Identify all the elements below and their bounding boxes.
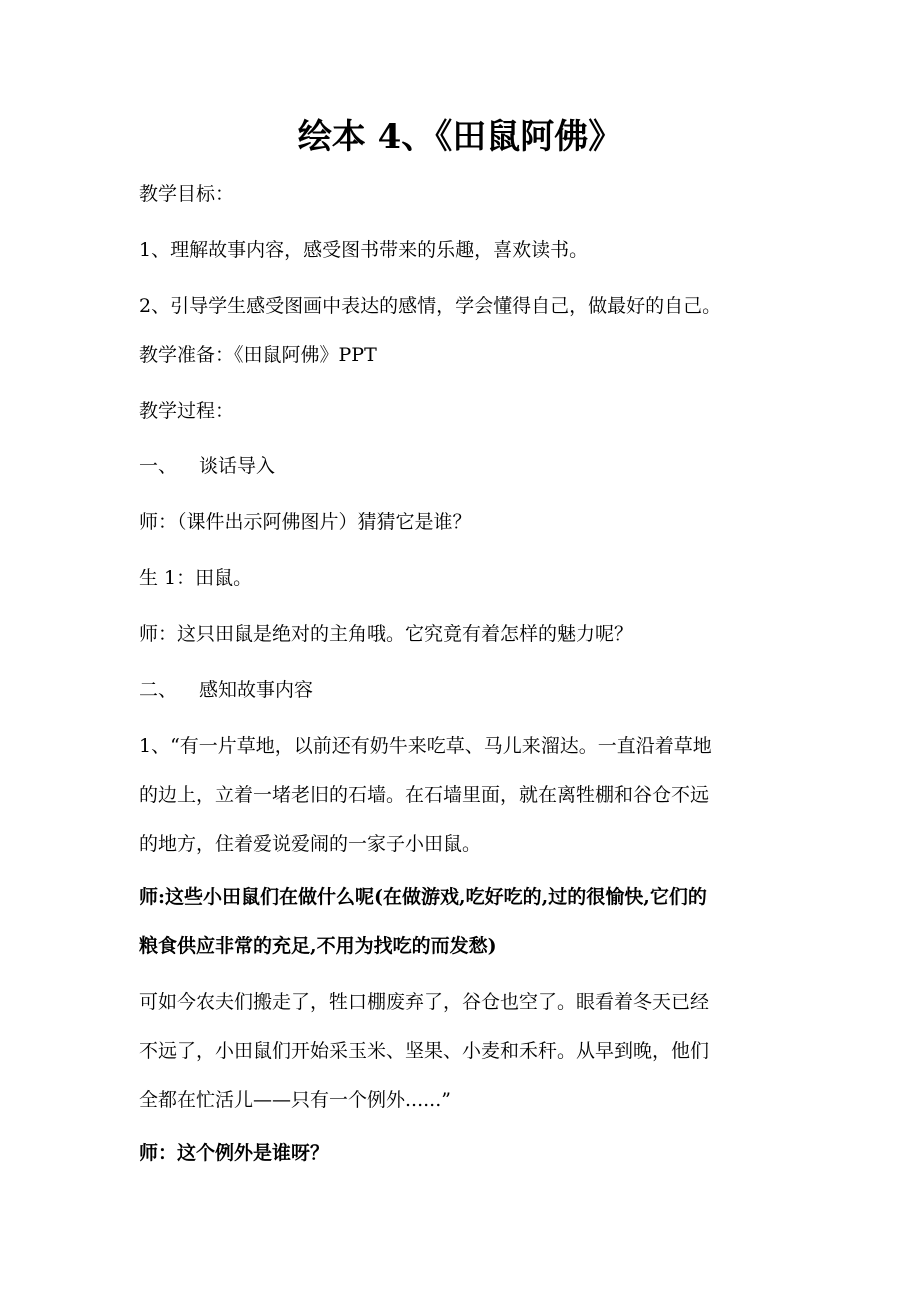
teacher-question-2: 师：这个例外是谁呀？ [139,1142,330,1164]
teacher-question-1-line-1: 师:这些小田鼠们在做什么呢(在做游戏,吃好吃的,过的很愉快,它们的 [139,886,707,908]
objective-1: 1、理解故事内容，感受图书带来的乐趣，喜欢读书。 [139,239,589,261]
dialogue-line-3: 师：这只田鼠是绝对的主角哦。它究竟有着怎样的魅力呢？ [139,623,634,645]
dialogue-line-2: 生 1：田鼠。 [139,567,253,589]
process-heading: 教学过程： [139,400,235,422]
story-part-1-line-3: 的地方，住着爱说爱闹的一家子小田鼠。 [139,833,482,855]
section-1-heading [139,452,789,480]
section-2-heading [139,676,789,704]
preparation: 教学准备：《田鼠阿佛》PPT [139,344,377,366]
objective-2: 2、引导学生感受图画中表达的感情，学会懂得自己，做最好的自己。 [139,295,722,317]
story-part-1-line-1: 1、“有一片草地，以前还有奶牛来吃草、马儿来溜达。一直沿着草地 [139,735,712,757]
section-2-number: 二、 [139,679,178,701]
section-2-label: 感知故事内容 [199,679,314,701]
story-part-1-line-2: 的边上，立着一堵老旧的石墙。在石墙里面，就在离牲棚和谷仓不远 [139,784,710,806]
document-title: 绘本 4、《田鼠阿佛》 [297,117,623,157]
teacher-question-1-line-2: 粮食供应非常的充足,不用为找吃的而发愁) [139,935,497,957]
story-part-2-line-3: 全都在忙活儿——只有一个例外......” [139,1089,451,1111]
dialogue-line-1: 师：（课件出示阿佛图片）猜猜它是谁？ [139,511,472,533]
story-part-2-line-1: 可如今农夫们搬走了，牲口棚废弃了，谷仓也空了。眼看着冬天已经 [139,991,710,1013]
objectives-heading: 教学目标： [139,183,235,205]
section-1-label: 谈话导入 [199,455,276,477]
story-part-2-line-2: 不远了，小田鼠们开始采玉米、坚果、小麦和禾秆。从早到晚，他们 [139,1040,710,1062]
section-1-number: 一、 [139,455,178,477]
